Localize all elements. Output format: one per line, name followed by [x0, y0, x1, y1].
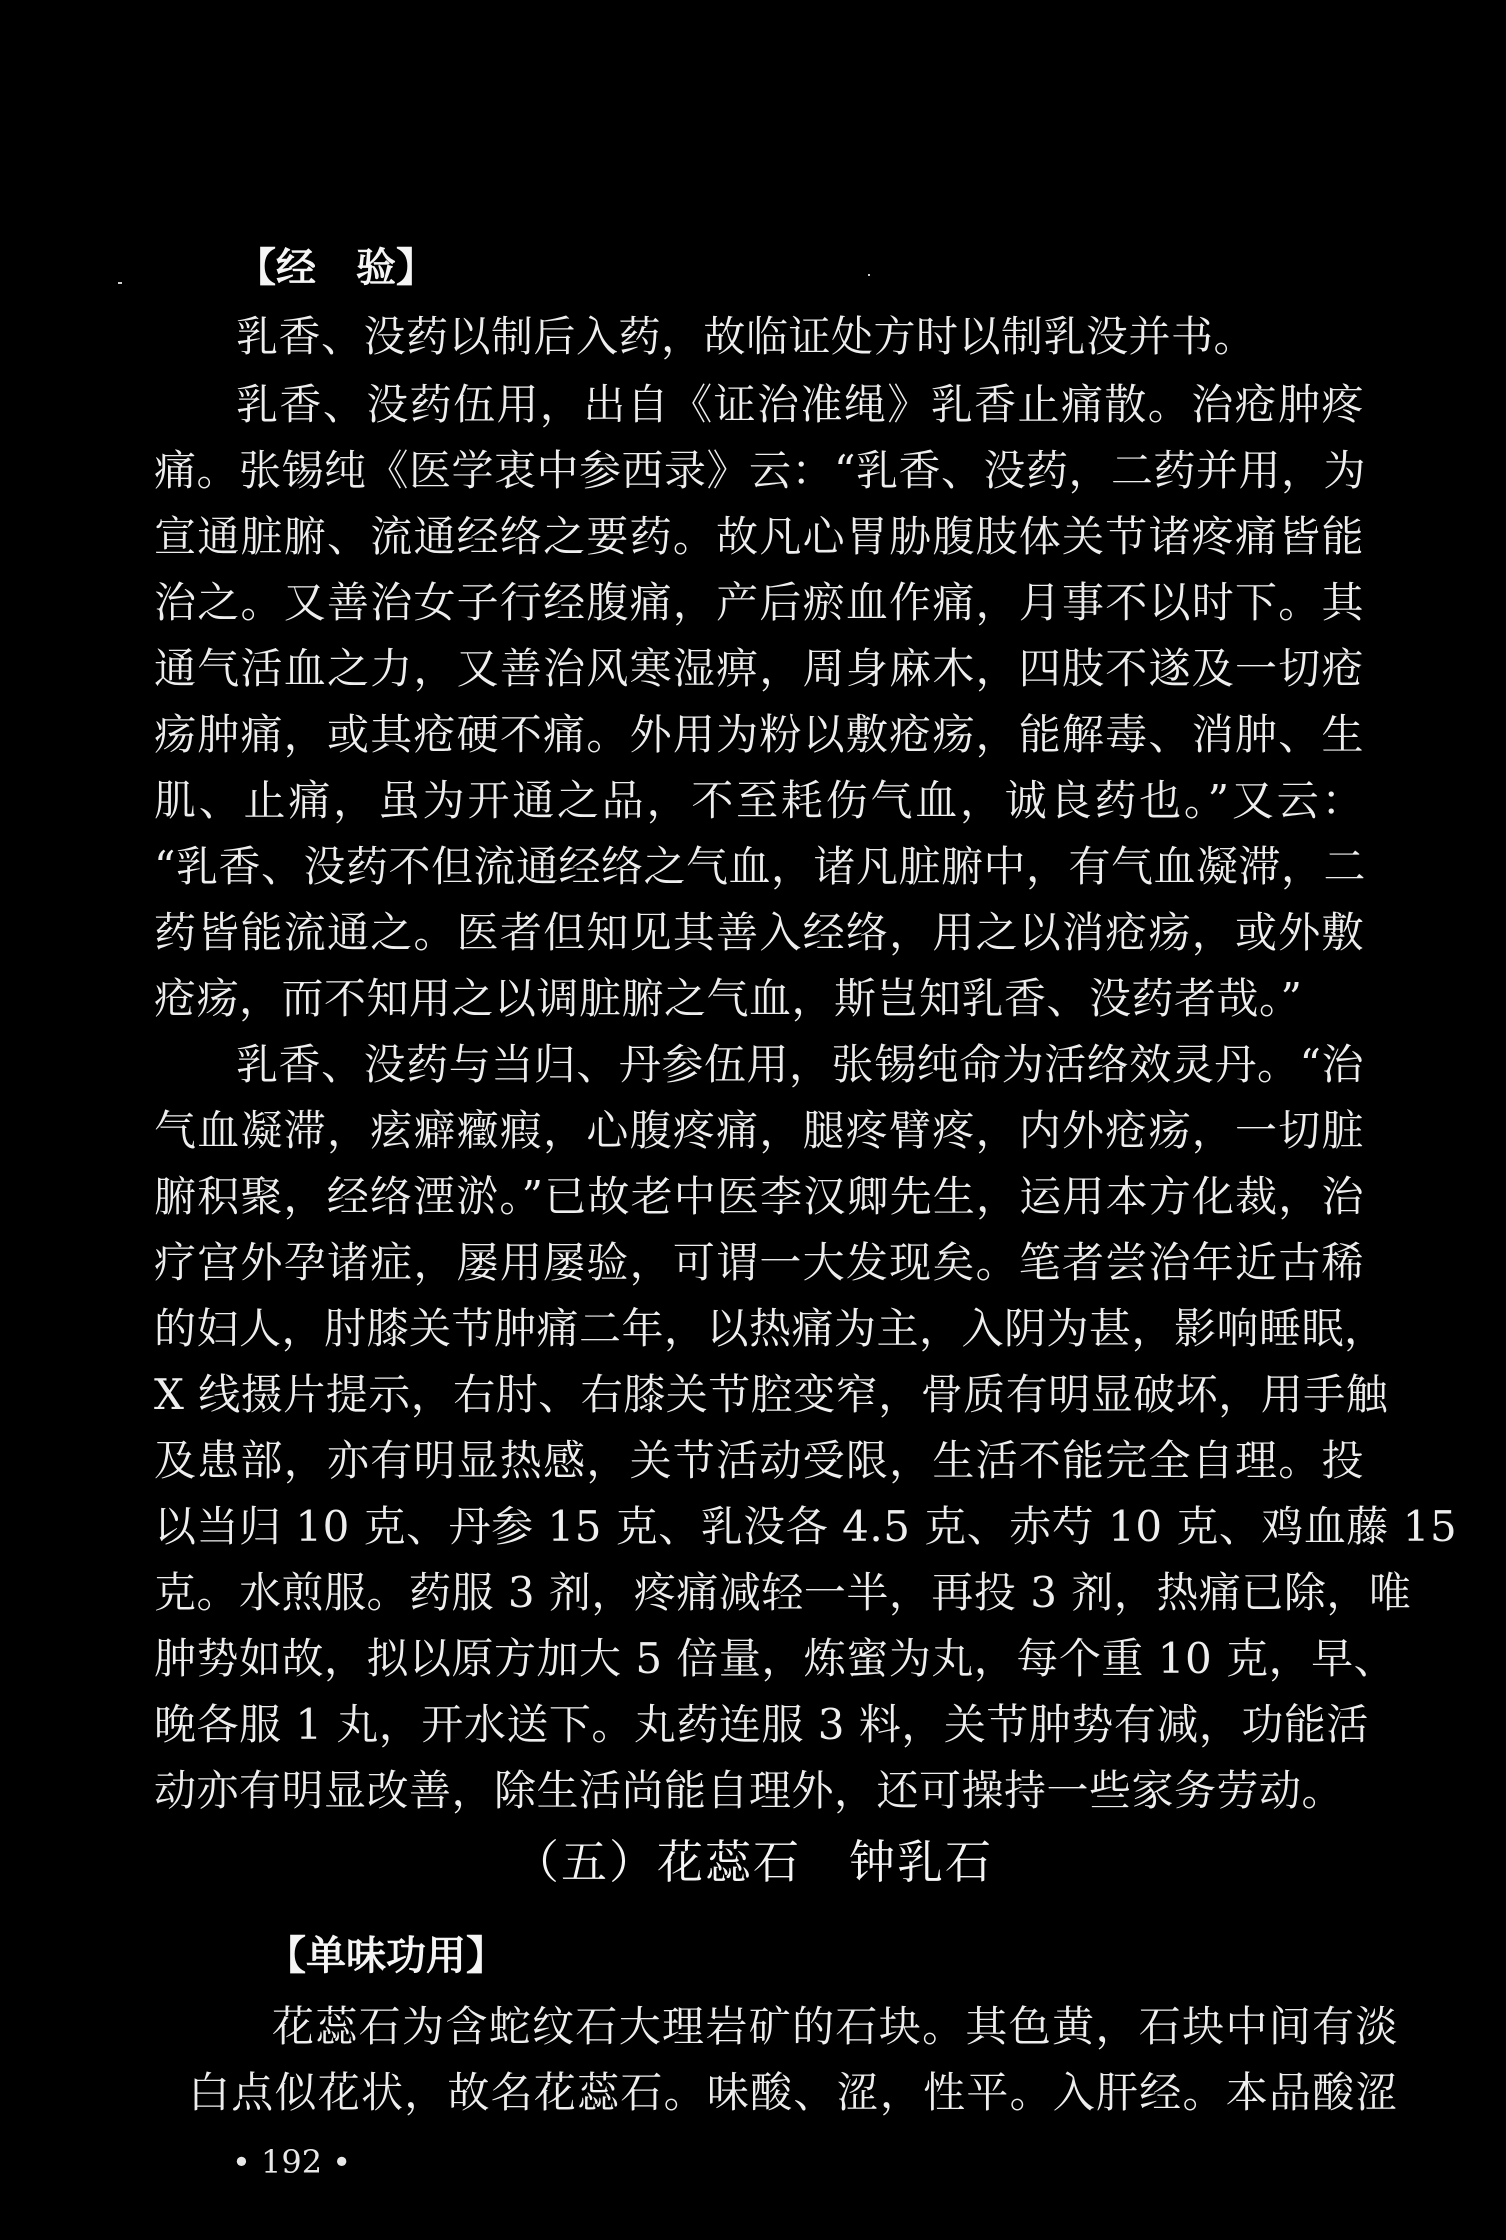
experience-line-17: X 线摄片提示，右肘、右膝关节腔变窄，骨质有明显破坏，用手触	[154, 1370, 1389, 1419]
scan-speck	[118, 282, 122, 284]
experience-line-4: 宣通脏腑、流通经络之要药。故凡心胃胁腹肢体关节诸疼痛皆能	[154, 512, 1364, 561]
experience-line-15: 疗宫外孕诸症，屡用屡验，可谓一大发现矣。笔者尝治年近古稀	[154, 1238, 1364, 1287]
experience-line-2: 乳香、没药伍用，出自《证治准绳》乳香止痛散。治疮肿疼	[236, 380, 1364, 429]
experience-line-8: 肌、止痛，虽为开通之品，不至耗伤气血，诚良药也。”又云：	[154, 776, 1364, 825]
scan-speck	[868, 274, 870, 276]
experience-line-13: 气血凝滞，痃癖癥瘕，心腹疼痛，腿疼臂疼，内外疮疡，一切脏	[154, 1106, 1364, 1155]
experience-line-9: “乳香、没药不但流通经络之气血，诸凡脏腑中，有气血凝滞，二	[154, 842, 1366, 891]
experience-line-18: 及患部，亦有明显热感，关节活动受限，生活不能完全自理。投	[154, 1436, 1364, 1485]
experience-line-7: 疡肿痛，或其疮硬不痛。外用为粉以敷疮疡，能解毒、消肿、生	[154, 710, 1364, 759]
experience-line-11: 疮疡，而不知用之以调脏腑之气血，斯岂知乳香、没药者哉。”	[154, 974, 1303, 1023]
single-use-label: 【单味功用】	[266, 1933, 506, 1979]
experience-line-23: 动亦有明显改善，除生活尚能自理外，还可操持一些家务劳动。	[154, 1766, 1345, 1815]
experience-line-14: 腑积聚，经络湮淤。”已故老中医李汉卿先生，运用本方化裁，治	[154, 1172, 1364, 1221]
single-use-line-2: 白点似花状，故名花蕊石。味酸、涩，性平。入肝经。本品酸涩	[188, 2068, 1398, 2117]
page-number: • 192 •	[232, 2143, 352, 2181]
experience-line-1: 乳香、没药以制后入药，故临证处方时以制乳没并书。	[236, 312, 1257, 361]
experience-line-20: 克。水煎服。药服 3 剂，疼痛减轻一半，再投 3 剂，热痛已除，唯	[154, 1568, 1412, 1617]
experience-line-21: 肿势如故，拟以原方加大 5 倍量，炼蜜为丸，每个重 10 克，早、	[154, 1634, 1397, 1683]
section-heading: （五）花蕊石 钟乳石	[513, 1835, 993, 1889]
experience-line-19: 以当归 10 克、丹参 15 克、乳没各 4.5 克、赤芍 10 克、鸡血藤 15	[154, 1502, 1458, 1551]
experience-line-10: 药皆能流通之。医者但知见其善入经络，用之以消疮疡，或外敷	[154, 908, 1364, 957]
experience-label: 【经 验】	[236, 245, 436, 291]
experience-line-6: 通气活血之力，又善治风寒湿痹，周身麻木，四肢不遂及一切疮	[154, 644, 1364, 693]
experience-line-12: 乳香、没药与当归、丹参伍用，张锡纯命为活络效灵丹。“治	[236, 1040, 1364, 1089]
experience-line-22: 晚各服 1 丸，开水送下。丸药连服 3 料，关节肿势有减，功能活	[154, 1700, 1369, 1749]
experience-line-5: 治之。又善治女子行经腹痛，产后瘀血作痛，月事不以时下。其	[154, 578, 1364, 627]
experience-line-16: 的妇人，肘膝关节肿痛二年，以热痛为主，入阴为甚，影响睡眠，	[154, 1304, 1387, 1353]
single-use-line-1: 花蕊石为含蛇纹石大理岩矿的石块。其色黄，石块中间有淡	[272, 2002, 1398, 2051]
experience-line-3: 痛。张锡纯《医学衷中参西录》云：“乳香、没药，二药并用，为	[154, 446, 1366, 495]
